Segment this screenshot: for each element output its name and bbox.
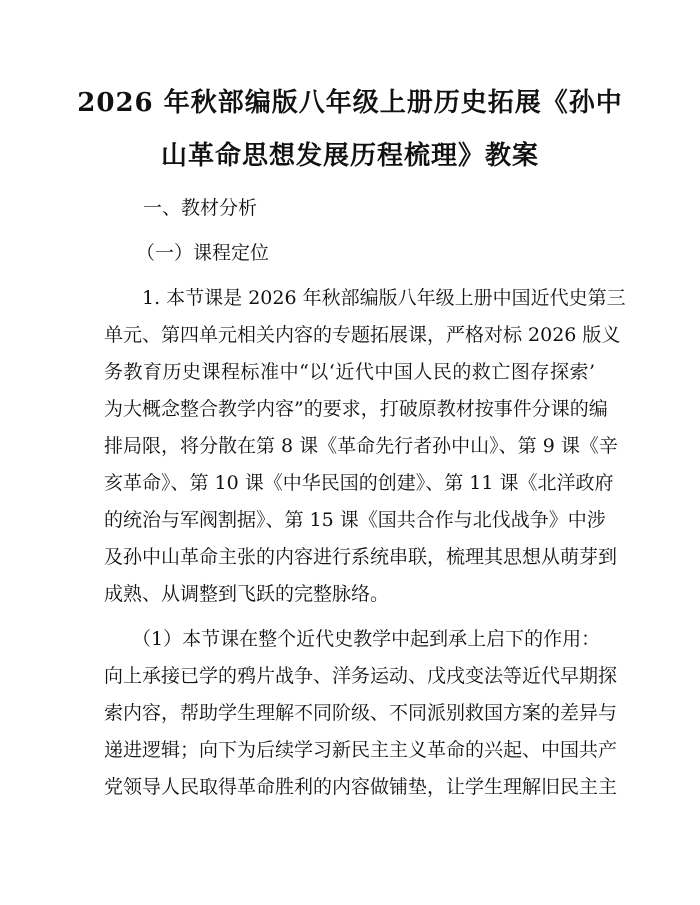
paragraph-1-line: 1. 本节课是 2026 年秋部编版八年级上册中国近代史第三 <box>142 287 626 309</box>
subsection-heading: （一）课程定位 <box>136 242 270 264</box>
paragraph-2-line: 索内容，帮助学生理解不同阶级、不同派别救国方案的差异与 <box>104 702 618 724</box>
paragraph-1-line: 亥革命》、第 10 课《中华民国的创建》、第 11 课《北洋政府 <box>104 472 614 494</box>
paragraph-1-line: 及孙中山革命主张的内容进行系统串联，梳理其思想从萌芽到 <box>104 546 618 568</box>
paragraph-1-line: 成熟、从调整到飞跃的完整脉络。 <box>104 583 390 605</box>
paragraph-1-line: 为大概念整合教学内容”的要求，打破原教材按事件分课的编 <box>104 398 608 420</box>
document-title-line-2: 山革命思想发展历程梳理》教案 <box>160 141 539 171</box>
paragraph-2-line: 向上承接已学的鸦片战争、洋务运动、戊戌变法等近代早期探 <box>104 665 618 687</box>
section-heading: 一、教材分析 <box>143 197 258 219</box>
paragraph-1-line: 的统治与军阀割据》、第 15 课《国共合作与北伐战争》中涉 <box>104 509 606 531</box>
paragraph-2-line: 党领导人民取得革命胜利的内容做铺垫，让学生理解旧民主主 <box>104 776 618 798</box>
paragraph-1-line: 排局限，将分散在第 8 课《革命先行者孙中山》、第 9 课《辛 <box>104 435 618 457</box>
document-title-line-1: 2026 年秋部编版八年级上册历史拓展《孙中 <box>77 88 623 118</box>
paragraph-1-line: 单元、第四单元相关内容的专题拓展课，严格对标 2026 版义 <box>104 324 621 346</box>
paragraph-1-line: 务教育历史课程标准中“以‘近代中国人民的救亡图存探索’ <box>104 361 595 383</box>
paragraph-2-line: 递进逻辑；向下为后续学习新民主主义革命的兴起、中国共产 <box>104 739 618 761</box>
paragraph-2-line: （1）本节课在整个近代史教学中起到承上启下的作用： <box>132 628 601 650</box>
